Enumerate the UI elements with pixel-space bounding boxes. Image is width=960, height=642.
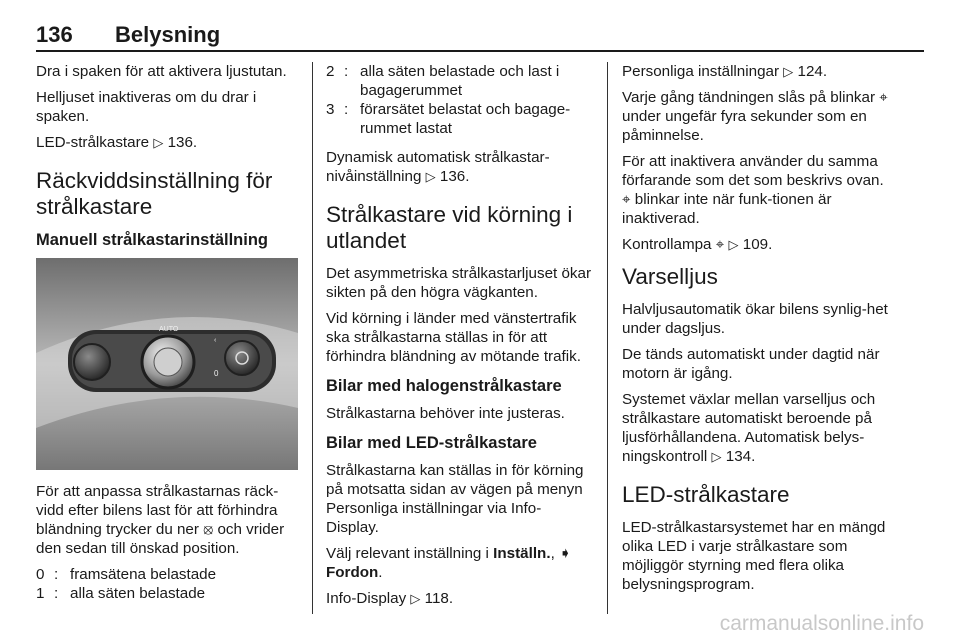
paragraph: Dra i spaken för att aktivera ljustutan. <box>36 63 287 80</box>
section-heading: Varselljus <box>622 264 718 289</box>
paragraph: Strålkastarna kan ställas in för körning på motsatta sidan av vägen på menyn Personliga inställningar via Info-Display. <box>326 462 584 536</box>
indicator-lamp-icon: ⌖ <box>879 89 888 106</box>
column-separator <box>607 62 608 614</box>
load-setting-list <box>326 62 592 138</box>
paragraph: LED-strålkastare ▷ 136. <box>36 134 198 151</box>
section-heading: LED-strålkastare <box>622 482 790 507</box>
list-item: 2 : alla säten belastade och last i bagagerummet <box>326 63 560 99</box>
page-ref-arrow-icon: ▷ <box>783 64 794 79</box>
paragraph: LED-strålkastarsystemet har en mängd olika LED i varje strålkastare som möjliggör styrning med flera olika belysningsprogram. <box>622 519 886 593</box>
paragraph: Välj relevant inställning i Inställn., ➧ Fordon. <box>326 545 572 581</box>
paragraph: Strålkastarna behöver inte justeras. <box>326 405 565 422</box>
paragraph: Personliga inställningar ▷ 124. <box>622 63 828 80</box>
paragraph: Systemet växlar mellan varselljus och strålkastare automatiskt beroende på ljusförhållandena. Automatisk belys-ningskontroll ▷ 134. <box>622 391 876 465</box>
subsection-heading: Manuell strålkastarinställning <box>36 231 268 249</box>
section-heading: Strålkastare vid körning i utlandet <box>326 202 573 253</box>
headlamp-control-photo <box>36 258 298 470</box>
list-item: 1 : alla säten belastade <box>36 585 206 602</box>
subsection-heading: Bilar med LED-strålkastare <box>326 434 537 452</box>
paragraph: Varje gång tändningen slås på blinkar ⌖ under ungefär fyra sekunder som en påminnelse. <box>622 89 888 144</box>
column-3 <box>622 62 888 601</box>
chapter-title: Belysning <box>115 22 221 47</box>
svg-text:AUTO: AUTO <box>159 326 179 333</box>
paragraph: Dynamisk automatisk strålkastar-nivåinställning ▷ 136. <box>326 149 550 185</box>
page-ref-arrow-icon: ▷ <box>153 135 164 150</box>
page-ref-arrow-icon: ▷ <box>425 169 436 184</box>
page-ref-arrow-icon: ▷ <box>711 449 722 464</box>
svg-text:0: 0 <box>214 369 219 378</box>
paragraph: För att anpassa strålkastarnas räck-vidd efter bilens last för att förhindra bländning trycker du ner ⦻ och vrider den sedan till önskad position. <box>36 483 285 557</box>
menu-term: Inställn. <box>493 545 551 562</box>
indicator-lamp-icon: ⌖ <box>715 236 725 253</box>
svg-text:‹: ‹ <box>214 337 217 344</box>
paragraph: Kontrollampa ⌖ ▷ 109. <box>622 236 773 253</box>
indicator-lamp-icon: ⌖ <box>622 191 631 208</box>
paragraph: Vid körning i länder med vänstertrafik ska strålkastarna ställas in för att förhindra bländning av mötande trafik. <box>326 310 581 365</box>
paragraph: Halvljusautomatik ökar bilens synlig-het under dagsljus. <box>622 301 888 337</box>
header-rule <box>36 50 924 52</box>
page-number: 136 <box>36 22 73 47</box>
column-1 <box>36 62 298 610</box>
watermark: carmanualsonline.info <box>719 612 924 635</box>
list-item: 0 : framsätena belastade <box>36 566 217 583</box>
column-separator <box>312 62 313 614</box>
paragraph: De tänds automatiskt under dagtid när motorn är igång. <box>622 346 880 382</box>
page-ref-arrow-icon: ▷ <box>728 237 739 252</box>
page-ref-arrow-icon: ▷ <box>410 591 421 606</box>
section-heading: Räckviddsinställning för strålkastare <box>36 168 273 219</box>
page-header <box>36 22 924 52</box>
list-item: 3 : förarsätet belastat och bagage-rummet lastat <box>326 101 571 137</box>
subsection-heading: Bilar med halogenstrålkastare <box>326 377 562 395</box>
paragraph: Info-Display ▷ 118. <box>326 590 454 607</box>
paragraph: Det asymmetriska strålkastarljuset ökar sikten på den högra vägkanten. <box>326 265 592 301</box>
load-setting-list <box>36 565 298 603</box>
paragraph: För att inaktivera använder du samma förfarande som det som beskrivs ovan. ⌖ blinkar inte när funk-tionen är inaktiverad. <box>622 153 884 227</box>
menu-arrow-icon: ➧ <box>559 545 572 562</box>
headlamp-range-icon: ⦻ <box>203 521 214 538</box>
paragraph: Helljuset inaktiveras om du drar i spaken. <box>36 89 257 125</box>
column-2 <box>326 62 592 615</box>
menu-term: Fordon <box>326 564 379 581</box>
